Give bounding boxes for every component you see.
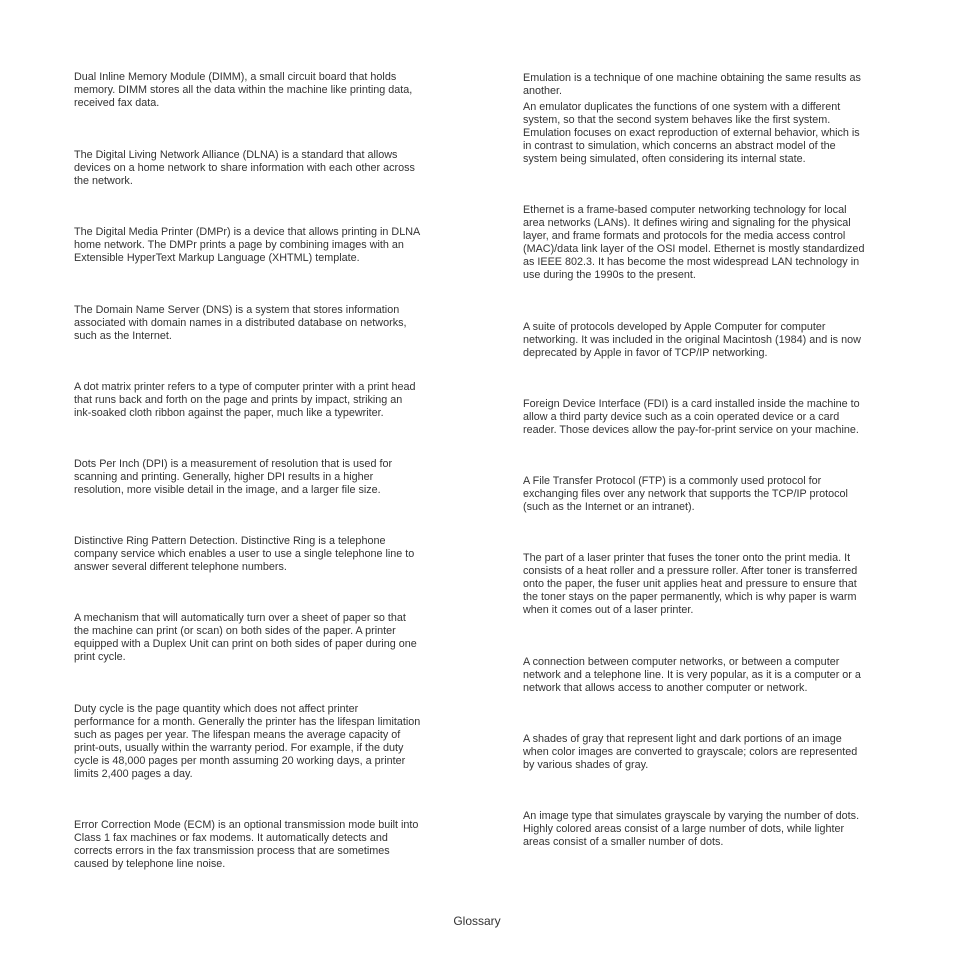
- paragraph-drpd: Distinctive Ring Pattern Detection. Distinctive Ring is a telephone company service which enables a user to use a single telephone line to answer several different telephone numbers.: [74, 535, 415, 573]
- paragraph-dimm: Dual Inline Memory Module (DIMM), a small circuit board that holds memory. DIMM stores all the data within the machine like printing data, received fax data.: [74, 71, 413, 109]
- paragraph-dot-matrix: A dot matrix printer refers to a type of computer printer with a print head that runs back and forth on the page and prints by impact, striking an ink-soaked cloth ribbon against the paper, much like a typewriter.: [74, 381, 416, 419]
- paragraph-gateway: A connection between computer networks, or between a computer network and a telephone line. It is very popular, as it is a computer or a network that allows access to another computer or network.: [523, 656, 861, 694]
- paragraph-dpi: Dots Per Inch (DPI) is a measurement of resolution that is used for scanning and printing. Generally, higher DPI results in a higher resolution, more visible detail in the image, and a larger file size.: [74, 458, 393, 496]
- paragraph-emulation: Emulation is a technique of one machine obtaining the same results as another.: [523, 72, 861, 97]
- paragraph-ethernet: Ethernet is a frame-based computer networking technology for local area networks (LANs). It defines wiring and signaling for the physical layer, and frame formats and protocols for the media access control (MAC)/data link layer of the OSI model. Ethernet is mostly standardized as IEEE 802.3. It has become the most widespread LAN technology in use during the 1990s to the present.: [523, 204, 865, 281]
- paragraph-duty-cycle: Duty cycle is the page quantity which does not affect printer performance for a month. Generally the printer has the lifespan limitation such as pages per year. The lifespan means the average capacity of print-outs, usually within the warranty period. For example, if the duty cycle is 48,000 pages per month assuming 20 working days, a printer limits 2,400 pages a day.: [74, 703, 421, 780]
- paragraph-ethertalk: A suite of protocols developed by Apple Computer for computer networking. It was included in the original Macintosh (1984) and is now deprecated by Apple in favor of TCP/IP networking.: [523, 321, 861, 359]
- paragraph-dmpr: The Digital Media Printer (DMPr) is a device that allows printing in DLNA home network. The DMPr prints a page by combining images with an Extensible HyperText Markup Language (XHTML) template.: [74, 226, 421, 264]
- paragraph-fdi: Foreign Device Interface (FDI) is a card installed inside the machine to allow a third party device such as a coin operated device or a card reader. Those devices allow the pay-for-print service on your machine.: [523, 398, 860, 436]
- paragraph-halftone: An image type that simulates grayscale by varying the number of dots. Highly colored areas consist of a large number of dots, while lighter areas consist of a smaller number of dots.: [523, 810, 860, 848]
- paragraph-emulator: An emulator duplicates the functions of one system with a different system, so that the second system behaves like the first system. Emulation focuses on exact reproduction of external behavior, which is in contrast to simulation, which concerns an abstract model of the system being simulated, often considering its internal state.: [523, 101, 860, 165]
- paragraph-fuser-unit: The part of a laser printer that fuses the toner onto the print media. It consists of a heat roller and a pressure roller. After toner is transferred onto the paper, the fuser unit applies heat and pressure to ensure that the toner stays on the paper permanently, which is why paper is warm when it comes out of a laser printer.: [523, 552, 858, 616]
- page-footer: Glossary: [453, 914, 501, 928]
- paragraph-ftp: A File Transfer Protocol (FTP) is a commonly used protocol for exchanging files over any network that supports the TCP/IP protocol (such as the Internet or an intranet).: [523, 475, 848, 513]
- paragraph-dlna: The Digital Living Network Alliance (DLNA) is a standard that allows devices on a home network to share information with each other across the network.: [74, 149, 415, 187]
- paragraph-duplex: A mechanism that will automatically turn over a sheet of paper so that the machine can print (or scan) on both sides of the paper. A printer equipped with a Duplex Unit can print on both sides of paper during one print cycle.: [74, 612, 417, 663]
- paragraph-grayscale: A shades of gray that represent light and dark portions of an image when color images are converted to grayscale; colors are represented by various shades of gray.: [523, 733, 858, 771]
- paragraph-dns: The Domain Name Server (DNS) is a system that stores information associated with domain names in a distributed database on networks, such as the Internet.: [74, 304, 407, 342]
- paragraph-ecm: Error Correction Mode (ECM) is an optional transmission mode built into Class 1 fax machines or fax modems. It automatically detects and corrects errors in the fax transmission process that are sometimes caused by telephone line noise.: [74, 819, 419, 870]
